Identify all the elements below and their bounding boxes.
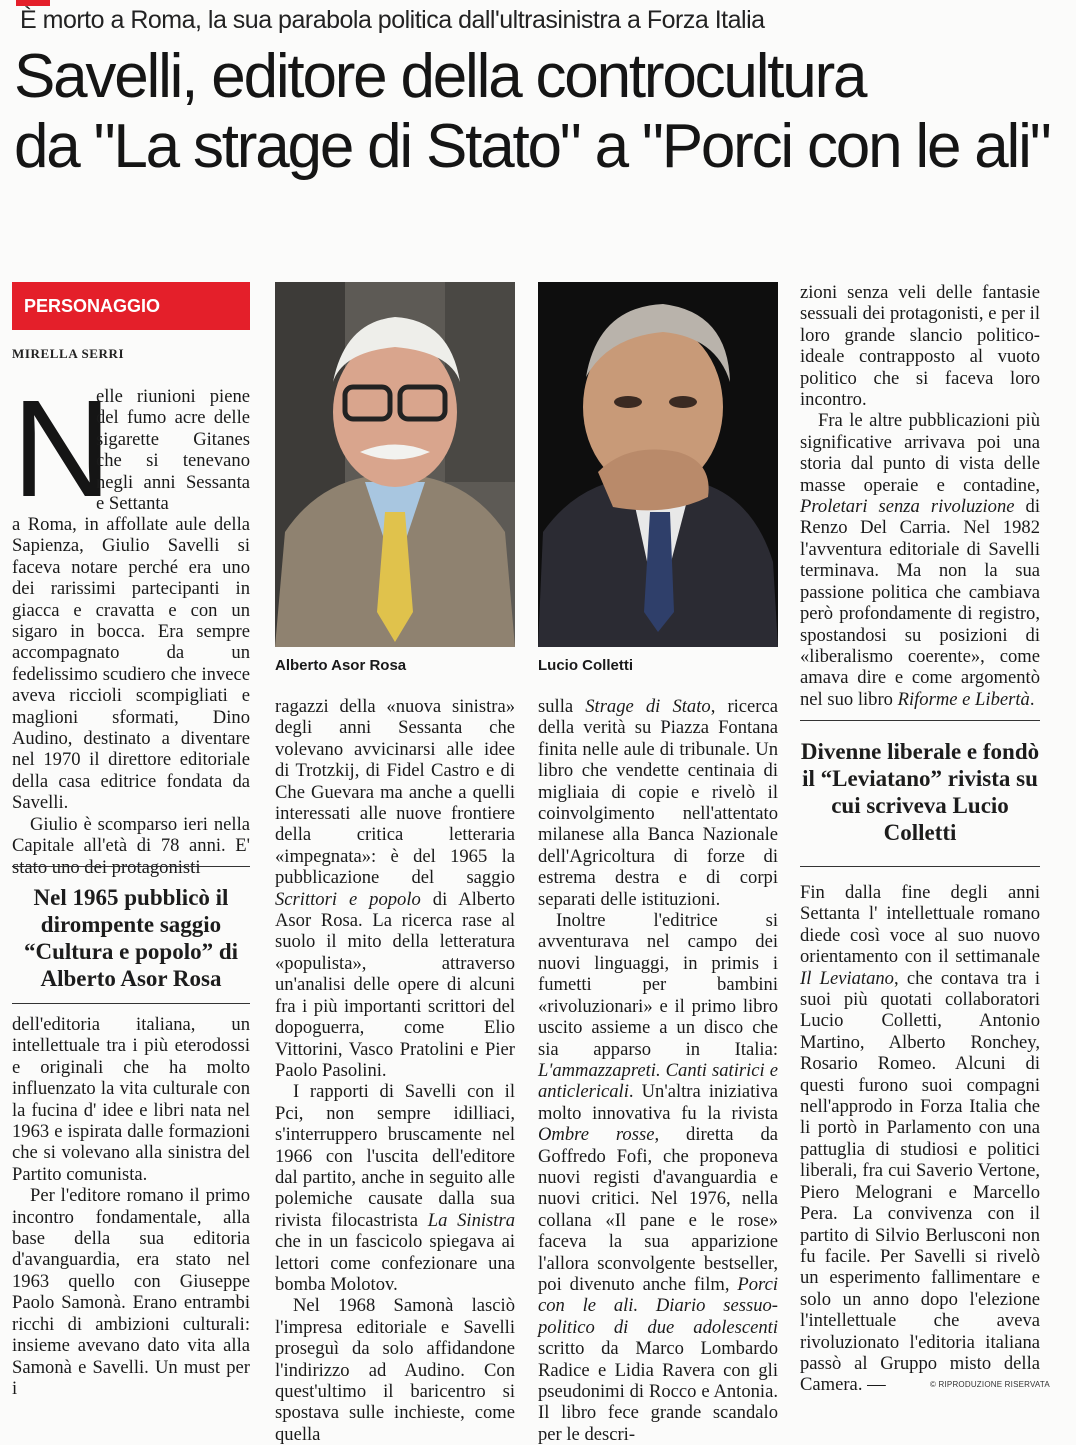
paragraph: ragazzi della «nuova sinistra» degli anni Sessanta che volevano avvicinarsi alle idee di Trotzkij, di Fidel Castro e di Che Guevara ma anche a quelli interessati alle nuove frontiere della critica letteraria «impegnata»: è del 1965 la pubblicazione del saggio Scrittori e popolo di Alberto Asor Rosa. La ricerca rase al suolo il mito della letteratura «populista», attraverso un'analisi delle opere di alcuni fra i più importanti scrittori del dopoguerra, come Elio Vittorini, Vasco Pratolini e Pier Paolo Pasolini. — [275, 696, 515, 1081]
paragraph: Inoltre l'editrice si avventurava nel campo dei nuovi linguaggi, in primis i fumetti per bambini «rivoluzionari» e il primo libro uscito assieme a un disco che sia apparso in Italia: L'ammazzapreti. Canti satirici e anticlericali. Un'altra iniziativa molto innovativa fu la rivista Ombre rosse, diretta da Goffredo Fofi, che proponeva nuovi registi d'avanguardia e nuovi critici. Nel 1976, nella collana «Il pane e le rose» faceva la sua apparizione l'allora sconvolgente bestseller, poi divenuto anche film, Porci con le ali. Diario sessuo-politico di due adolescenti scritto da Marco Lombardo Radice e Lidia Ravera con gli pseudonimi di Rocco e Antonia. Il libro fece grande scandalo per le descri- — [538, 910, 778, 1445]
column-1-top — [12, 514, 250, 878]
divider — [12, 866, 250, 867]
drop-cap: N — [12, 372, 112, 526]
byline: MIRELLA SERRI — [12, 346, 125, 361]
column-2 — [275, 696, 515, 1445]
divider — [12, 1003, 250, 1004]
paragraph: zioni senza veli delle fantasie sessuali dei protagonisti, e per il loro grande slancio politico-ideale contrapposto al vuoto politico che si faceva loro incontro. — [800, 282, 1040, 411]
kicker: È morto a Roma, la sua parabola politica dall'ultrasinistra a Forza Italia — [20, 6, 765, 34]
column-3 — [538, 696, 778, 1445]
column-4-top — [800, 282, 1040, 710]
paragraph: Fin dalla fine degli anni Settanta l' intellettuale romano diede così voce al suo nuovo orientamento con il settimanale Il Leviatano, che contava tra i suoi più quotati collaboratori Lucio Colletti, Antonio Martino, Alberto Ronchey, Rosario Romeo. Alcuni di questi furono suoi compagni nell'approdo in Forza Italia che li portò in Parlamento con una pattuglia di studiosi e politici liberali, fra cui Saverio Vertone, Piero Melograni e Marcello Pera. La convivenza con il partito di Silvio Berlusconi non fu facile. Per Savelli si rivelò un esperimento fallimentare e solo un anno dopo l'elezione l'intellettuale che aveva rivoluzionato l'editoria italiana passò al Gruppo misto della Camera. — — [800, 882, 1041, 1396]
headline — [14, 42, 1064, 182]
headline-line-2: da "La strage di Stato" a "Porci con le ali" — [14, 112, 1050, 181]
paragraph: I rapporti di Savelli con il Pci, non sempre idilliaci, s'interruppero bruscamente nel 1966 con l'uscita dell'editore dal partito, anche in seguito alle polemiche causate dalla sua rivista filocastrista La Sinistra che in un fascicolo spiegava ai lettori come confezionare una bomba Molotov. — [275, 1081, 515, 1295]
column-4-bottom — [800, 882, 1040, 1396]
lead-text-indented: elle riunioni piene del fumo acre delle sigarette Gitanes che si tenevano negli anni Sessanta e Settanta — [96, 386, 250, 515]
headline-line-1: Savelli, editore della controcultura — [14, 42, 866, 111]
column-1-bottom — [12, 1014, 250, 1399]
photo-lucio-colletti — [538, 282, 778, 647]
lead-text-rest: a Roma, in affollate aule della Sapienza, Giulio Savelli si faceva notare perché era uno dei rarissimi partecipanti in giacca e cravatta e con un sigaro in bocca. Era sempre accompagnato da un fedelissimo scudiero che invece aveva riccioli scompigliati e maglioni sformati, Dino Audino, destinato a diventare nel 1970 il direttore editoriale della casa editrice fondata da Savelli. — [12, 514, 250, 814]
lead-paragraph-indented — [96, 386, 250, 514]
paragraph: dell'editoria italiana, un intellettuale tra i più eterodossi e originali che ha molto influenzato la vita culturale con la fucina d' idee e libri nata nel 1963 e ispirata dalle formazioni che si volevano alla sinistra del Partito comunista. — [12, 1014, 250, 1185]
paragraph: Per l'editore romano il primo incontro fondamentale, alla base della sua editoria d'avanguardia, era stato nel 1963 quello con Giuseppe Paolo Samonà. Erano entrambi ricchi di ambizioni culturali: insieme avevano dato vita alla Samonà e Savelli. Un must per i — [12, 1185, 250, 1399]
photo-alberto-asor-rosa — [275, 282, 515, 647]
photo-1-caption: Alberto Asor Rosa — [275, 657, 407, 674]
portrait-illustration — [275, 282, 515, 647]
paragraph: Giulio è scomparso ieri nella Capitale all'età di 78 anni. E' stato uno dei protagonisti — [12, 813, 250, 878]
pull-quote-1: Nel 1965 pubblicò il dirompente saggio “Cultura e popolo” di Alberto Asor Rosa — [23, 885, 239, 991]
paragraph: Fra le altre pubblicazioni più significative arrivava poi una storia dal punto di vista delle masse operaie e contadine, Proletari senza rivoluzione di Renzo Del Carria. Nel 1982 l'avventura editoriale di Savelli terminava. Ma non la sua passione politica che cambiava però profondamente di registro, spostandosi su posizioni di «liberalismo coerente», come amava dire e come argomentò nel suo libro Riforme e Libertà. — [800, 410, 1040, 710]
portrait-illustration — [538, 282, 778, 647]
pull-quote-2: Divenne liberale e fondò il “Leviatano” rivista su cui scriveva Lucio Colletti — [800, 739, 1040, 845]
copyright-notice: © RIPRODUZIONE RISERVATA — [930, 1380, 1050, 1389]
paragraph: Nel 1968 Samonà lasciò l'impresa editoriale e Savelli proseguì da solo affidandone l'indirizzo ad Audino. Con quest'ultimo il baricentro si spostava sulle inchieste, come quella — [275, 1295, 515, 1445]
paragraph: sulla Strage di Stato, ricerca della verità su Piazza Fontana finita nelle aule di tribunale. Un libro che vendette centinaia di migliaia di copie e rivelò il coinvolgimento nell'attentato milanese alla Banca Nazionale dell'Agricoltura di forze di estrema destra e di corpi separati delle istituzioni. — [538, 696, 779, 910]
divider — [800, 866, 1040, 867]
section-tag: PERSONAGGIO — [12, 282, 250, 330]
divider — [800, 720, 1040, 721]
photo-2-caption: Lucio Colletti — [538, 657, 633, 674]
